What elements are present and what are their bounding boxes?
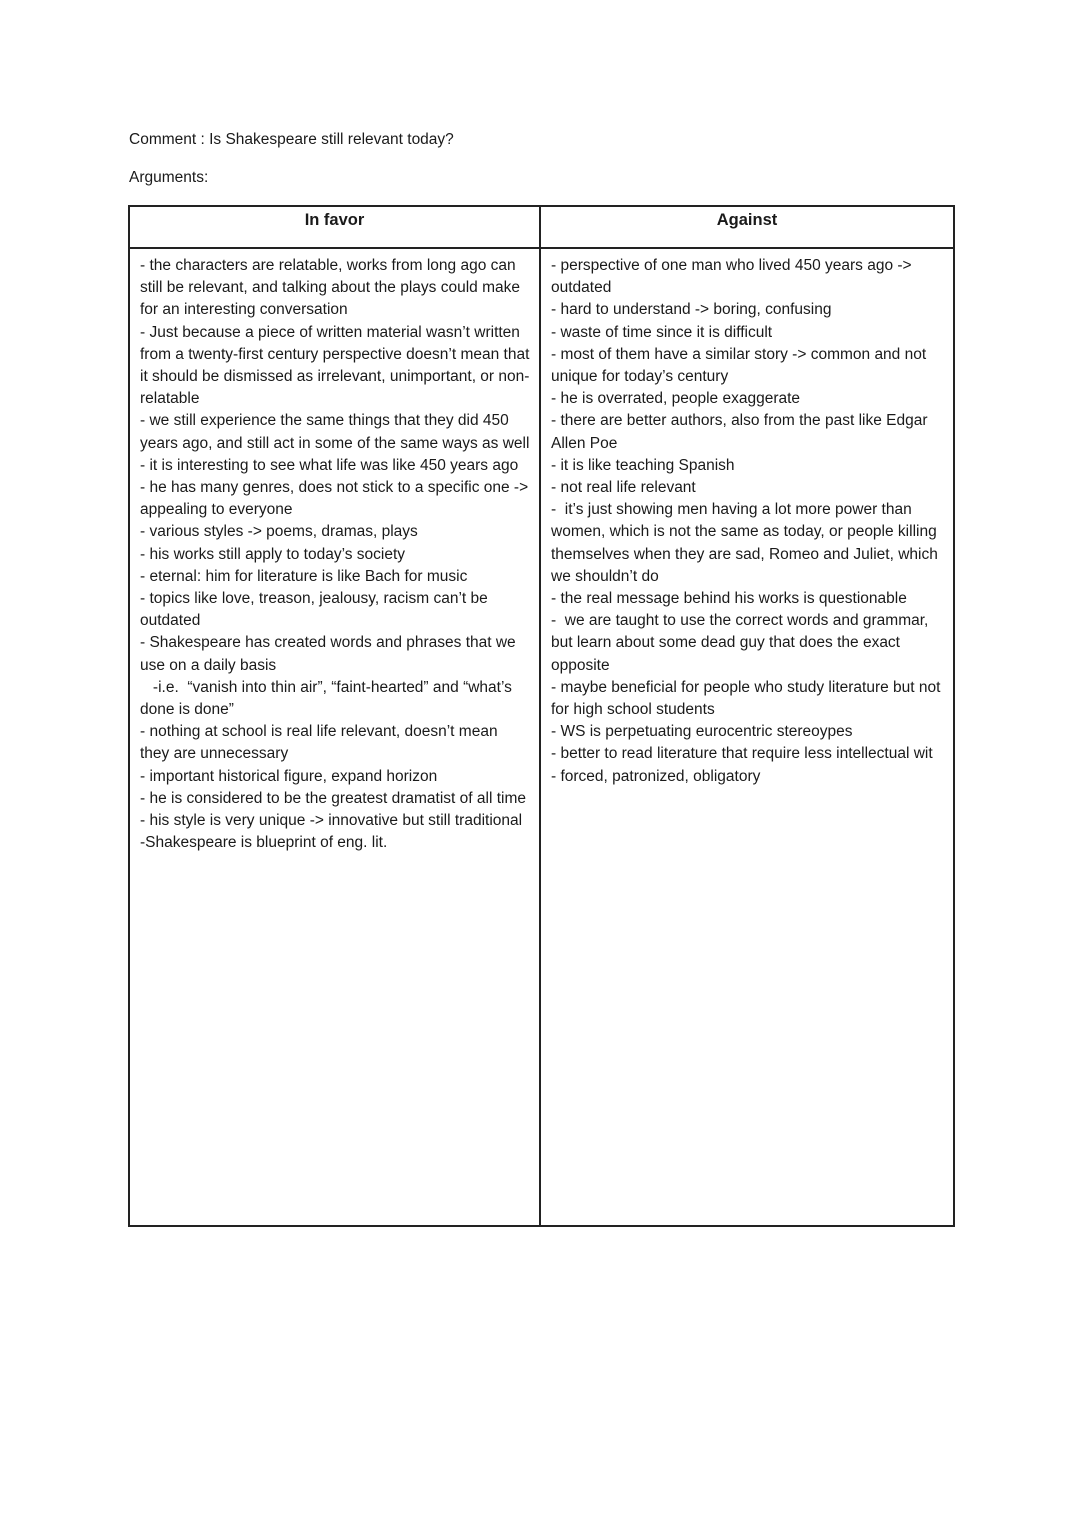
against-point: - waste of time since it is difficult bbox=[551, 323, 773, 341]
against-point: - the real message behind his works is questionable bbox=[551, 590, 907, 608]
favor-point: - he is considered to be the greatest dramatist of all time bbox=[140, 789, 526, 807]
favor-point: - eternal: him for literature is like Bach for music bbox=[140, 567, 468, 585]
favor-point: - the characters are relatable, works from long ago can still be relevant, and talking about the plays could make for an interesting conversation bbox=[140, 257, 525, 319]
against-point: - it’s just showing men having a lot more power than women, which is not the same as today, or people killing themselves when they are sad, Romeo and Juliet, which we shouldn’t do bbox=[551, 501, 943, 585]
favor-point: - it is interesting to see what life was like 450 years ago bbox=[140, 456, 519, 474]
favor-points-list bbox=[140, 255, 534, 854]
table-header-row bbox=[129, 206, 954, 248]
favor-point: - important historical figure, expand horizon bbox=[140, 767, 438, 785]
favor-point: - his works still apply to today’s society bbox=[140, 545, 406, 563]
against-points-list bbox=[551, 255, 945, 788]
arguments-label: Arguments: bbox=[129, 169, 209, 186]
favor-point: - topics like love, treason, jealousy, racism can’t be outdated bbox=[140, 590, 493, 630]
against-point: - maybe beneficial for people who study literature but not for high school students bbox=[551, 678, 945, 719]
favor-point: - Just because a piece of written material wasn’t written from a twenty-first century perspective doesn’t mean that it should be dismissed as irrelevant, unimportant, or non-relatable bbox=[140, 323, 534, 408]
favor-point: - Shakespeare has created words and phrases that we use on a daily basis bbox=[140, 634, 520, 674]
against-column-header: Against bbox=[540, 206, 954, 248]
favor-point: -i.e. “vanish into thin air”, “faint-hearted” and “what’s done is done” bbox=[140, 678, 517, 719]
against-point: - forced, patronized, obligatory bbox=[551, 767, 761, 785]
against-point: - it is like teaching Spanish bbox=[551, 456, 735, 474]
favor-point: - we still experience the same things that they did 450 years ago, and still act in some of the same ways as well bbox=[140, 412, 530, 452]
against-cell bbox=[540, 248, 954, 1226]
against-point: - WS is perpetuating eurocentric stereoypes bbox=[551, 723, 853, 741]
against-point: - not real life relevant bbox=[551, 479, 696, 497]
favor-point: - his style is very unique -> innovative but still traditional bbox=[140, 812, 523, 830]
arguments-table bbox=[128, 205, 955, 1227]
favor-point: - nothing at school is real life relevant, doesn’t mean they are unnecessary bbox=[140, 723, 502, 763]
favor-point: - various styles -> poems, dramas, plays bbox=[140, 523, 418, 541]
favor-point: -Shakespeare is blueprint of eng. lit. bbox=[140, 834, 388, 852]
against-point: - hard to understand -> boring, confusing bbox=[551, 301, 832, 319]
against-point: - we are taught to use the correct words and grammar, but learn about some dead guy that does the exact opposite bbox=[551, 612, 933, 674]
against-point: - there are better authors, also from the past like Edgar Allen Poe bbox=[551, 412, 931, 452]
table-body-row bbox=[129, 248, 954, 1226]
favor-point: - he has many genres, does not stick to a specific one -> appealing to everyone bbox=[140, 479, 533, 519]
against-point: - perspective of one man who lived 450 years ago -> outdated bbox=[551, 257, 916, 297]
favor-column-header: In favor bbox=[129, 206, 540, 248]
against-point: - better to read literature that require less intellectual wit bbox=[551, 745, 933, 763]
against-point: - most of them have a similar story -> common and not unique for today’s century bbox=[551, 345, 931, 386]
against-point: - he is overrated, people exaggerate bbox=[551, 390, 801, 408]
comment-heading: Comment : Is Shakespeare still relevant today? bbox=[129, 131, 454, 148]
favor-cell bbox=[129, 248, 540, 1226]
